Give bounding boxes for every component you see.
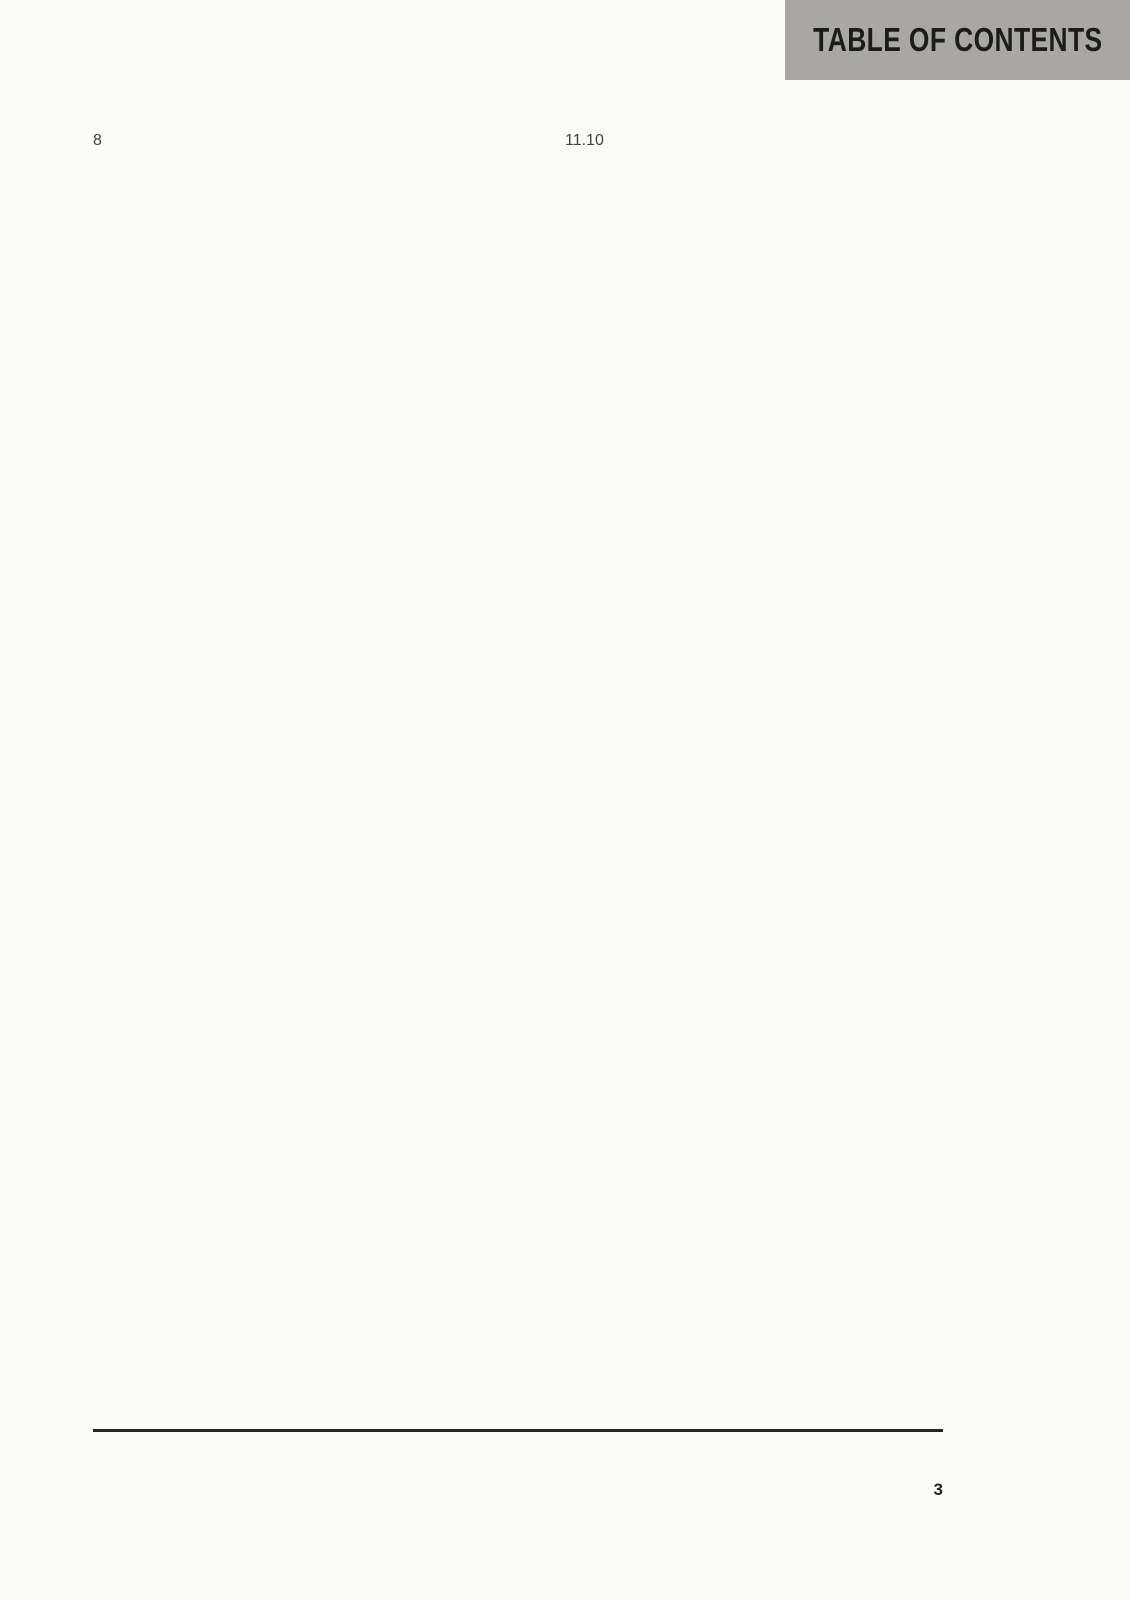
toc-column-right [530,130,929,1600]
toc-entry-page [828,130,1130,1600]
page-title: TABLE OF CONTENTS [812,21,1103,58]
toc-entry-8 [93,130,499,1600]
toc-entry-11-10 [530,130,929,1600]
toc-entry-number: 8 [93,132,102,149]
toc-entry-number: 11.10 [565,132,604,149]
table-of-contents-header [785,0,1130,80]
footer-rule [93,1429,943,1432]
toc-column-left [93,130,499,1600]
page-number: 3 [933,1480,943,1499]
